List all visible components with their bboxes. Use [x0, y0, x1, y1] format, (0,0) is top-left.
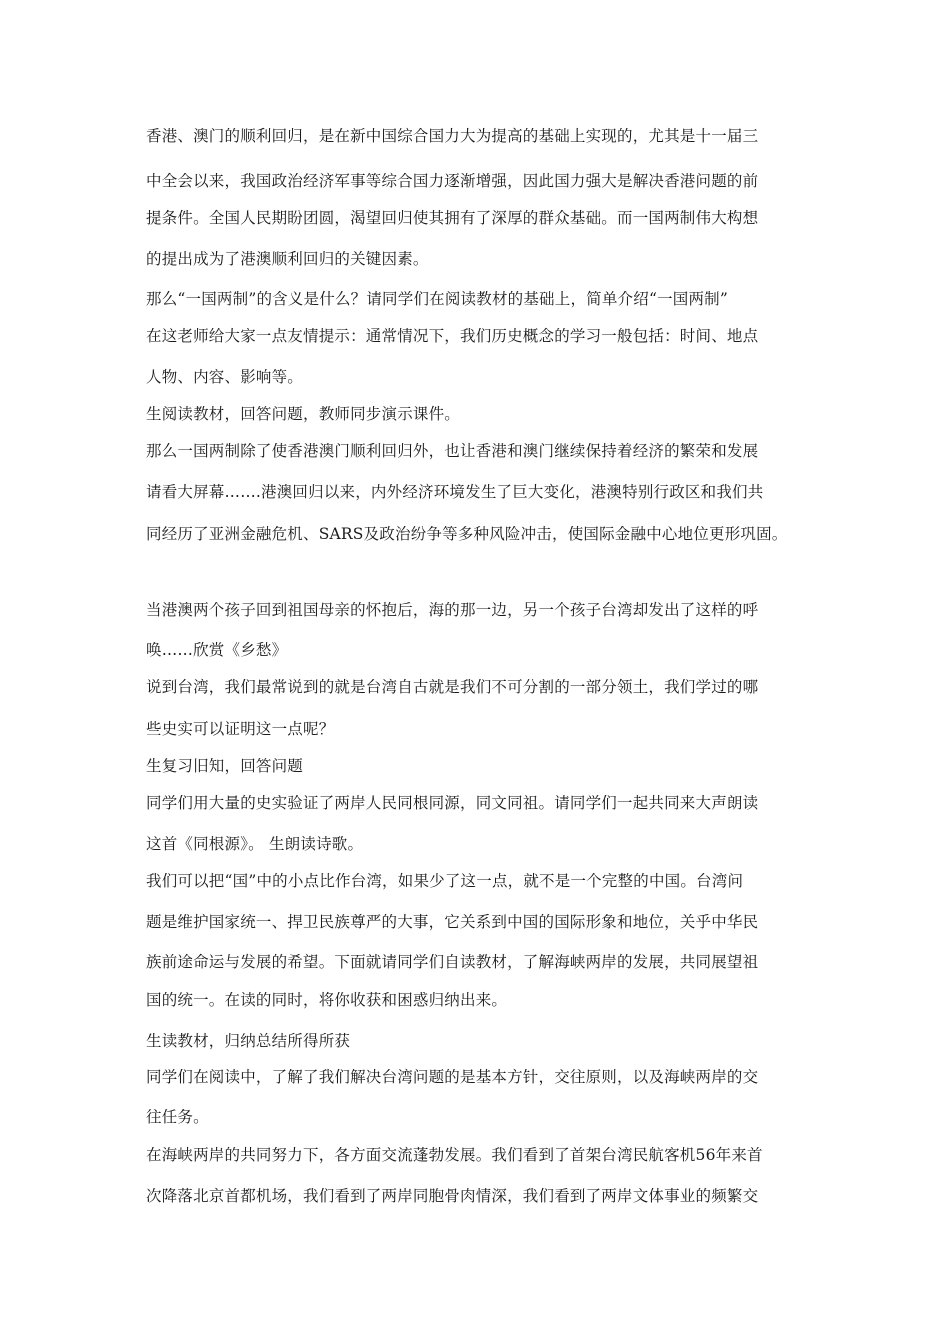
text-line: 我们可以把“国”中的小点比作台湾，如果少了这一点，就不是一个完整的中国。台湾问 — [146, 872, 744, 890]
text-line: 生复习旧知，回答问题 — [146, 757, 304, 775]
text-line: 往任务。 — [146, 1108, 209, 1126]
text-line: 国的统一。在读的同时，将你收获和困惑归纳出来。 — [146, 991, 508, 1009]
text-line: 的提出成为了港澳顺利回归的关键因素。 — [146, 250, 429, 268]
text-line: 生读教材，归纳总结所得所获 — [146, 1032, 351, 1050]
text-line: 请看大屏幕…….港澳回归以来，内外经济环境发生了巨大变化，港澳特别行政区和我们共 — [146, 483, 764, 501]
text-line: 族前途命运与发展的希望。下面就请同学们自读教材，了解海峡两岸的发展，共同展望祖 — [146, 953, 759, 971]
text-line: 在这老师给大家一点友情提示：通常情况下，我们历史概念的学习一般包括：时间、地点 — [146, 327, 759, 345]
text-line: 提条件。全国人民期盼团圆，渴望回归使其拥有了深厚的群众基础。而一国两制伟大构想 — [146, 209, 759, 227]
text-line: 当港澳两个孩子回到祖国母亲的怀抱后，海的那一边，另一个孩子台湾却发出了这样的呼 — [146, 601, 759, 619]
text-line: 同学们在阅读中，了解了我们解决台湾问题的是基本方针，交往原则，以及海峡两岸的交 — [146, 1068, 759, 1086]
text-line: 些史实可以证明这一点呢？ — [146, 720, 335, 738]
text-line: 同学们用大量的史实验证了两岸人民同根同源，同文同祖。请同学们一起共同来大声朗读 — [146, 794, 759, 812]
text-line: 唤……欣赏《乡愁》 — [146, 641, 288, 659]
text-line: 香港、澳门的顺利回归，是在新中国综合国力大为提高的基础上实现的，尤其是十一届三 — [146, 127, 759, 145]
text-line: 那么一国两制除了使香港澳门顺利回归外，也让香港和澳门继续保持着经济的繁荣和发展 — [146, 442, 759, 460]
text-line: 人物、内容、影响等。 — [146, 368, 304, 386]
text-line: 那么“一国两制”的含义是什么？请同学们在阅读教材的基础上，简单介绍“一国两制” — [146, 290, 728, 308]
text-line: 中全会以来，我国政治经济军事等综合国力逐渐增强，因此国力强大是解决香港问题的前 — [146, 172, 759, 190]
text-line: 同经历了亚洲金融危机、SARS及政治纷争等多种风险冲击，使国际金融中心地位更形巩固。 — [146, 525, 788, 543]
text-line: 生阅读教材，回答问题，教师同步演示课件。 — [146, 405, 461, 423]
text-line: 次降落北京首都机场，我们看到了两岸同胞骨肉情深，我们看到了两岸文体事业的频繁交 — [146, 1187, 759, 1205]
text-line: 题是维护国家统一、捍卫民族尊严的大事，它关系到中国的国际形象和地位，关乎中华民 — [146, 913, 759, 931]
text-line: 在海峡两岸的共同努力下，各方面交流蓬勃发展。我们看到了首架台湾民航客机56年来首 — [146, 1146, 763, 1164]
text-line: 说到台湾，我们最常说到的就是台湾自古就是我们不可分割的一部分领土，我们学过的哪 — [146, 678, 759, 696]
text-line: 这首《同根源》。 生朗读诗歌。 — [146, 835, 364, 853]
